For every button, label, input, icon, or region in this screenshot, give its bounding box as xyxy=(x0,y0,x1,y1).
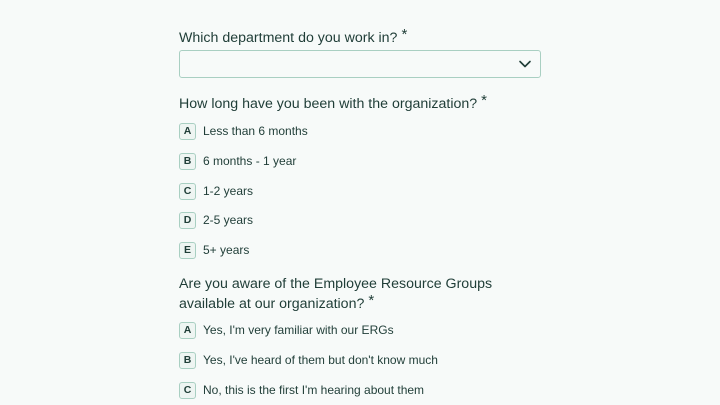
option-label: Less than 6 months xyxy=(203,124,308,138)
option-label: Yes, I'm very familiar with our ERGs xyxy=(203,323,394,337)
question-text: Which department do you work in? xyxy=(179,30,398,46)
option-key: A xyxy=(179,123,196,140)
option-key: C xyxy=(179,183,196,200)
option-label: 6 months - 1 year xyxy=(203,154,297,168)
required-asterisk: * xyxy=(368,292,375,309)
option-heard-of-them[interactable] xyxy=(179,350,438,370)
option-label: 1-2 years xyxy=(203,184,254,198)
question-department xyxy=(179,28,541,48)
option-label: 2-5 years xyxy=(203,213,254,227)
option-1-2-years[interactable] xyxy=(179,181,253,201)
required-asterisk: * xyxy=(401,26,408,43)
option-key: E xyxy=(179,242,196,259)
option-key: B xyxy=(179,352,196,369)
option-key: C xyxy=(179,382,196,399)
option-label: 5+ years xyxy=(203,243,250,257)
required-asterisk: * xyxy=(481,92,487,109)
option-first-hearing[interactable] xyxy=(179,380,424,400)
question-erg-awareness xyxy=(179,275,541,314)
option-key: A xyxy=(179,322,196,339)
department-dropdown[interactable] xyxy=(179,50,541,78)
option-key: D xyxy=(179,212,196,229)
option-very-familiar[interactable] xyxy=(179,320,394,340)
question-text: Are you aware of the Employee Resource Groups available at our organization? xyxy=(179,276,493,312)
option-label: No, this is the first I'm hearing about them xyxy=(203,383,425,397)
option-key: B xyxy=(179,153,196,170)
question-tenure xyxy=(179,94,541,114)
question-text: How long have you been with the organization? xyxy=(179,96,478,112)
option-label: Yes, I've heard of them but don't know much xyxy=(203,353,438,367)
chevron-down-icon xyxy=(518,57,532,71)
option-2-5-years[interactable] xyxy=(179,210,253,230)
option-less-than-6-months[interactable] xyxy=(179,121,308,141)
option-5-plus-years[interactable] xyxy=(179,240,249,260)
option-6-months-1-year[interactable] xyxy=(179,151,296,171)
